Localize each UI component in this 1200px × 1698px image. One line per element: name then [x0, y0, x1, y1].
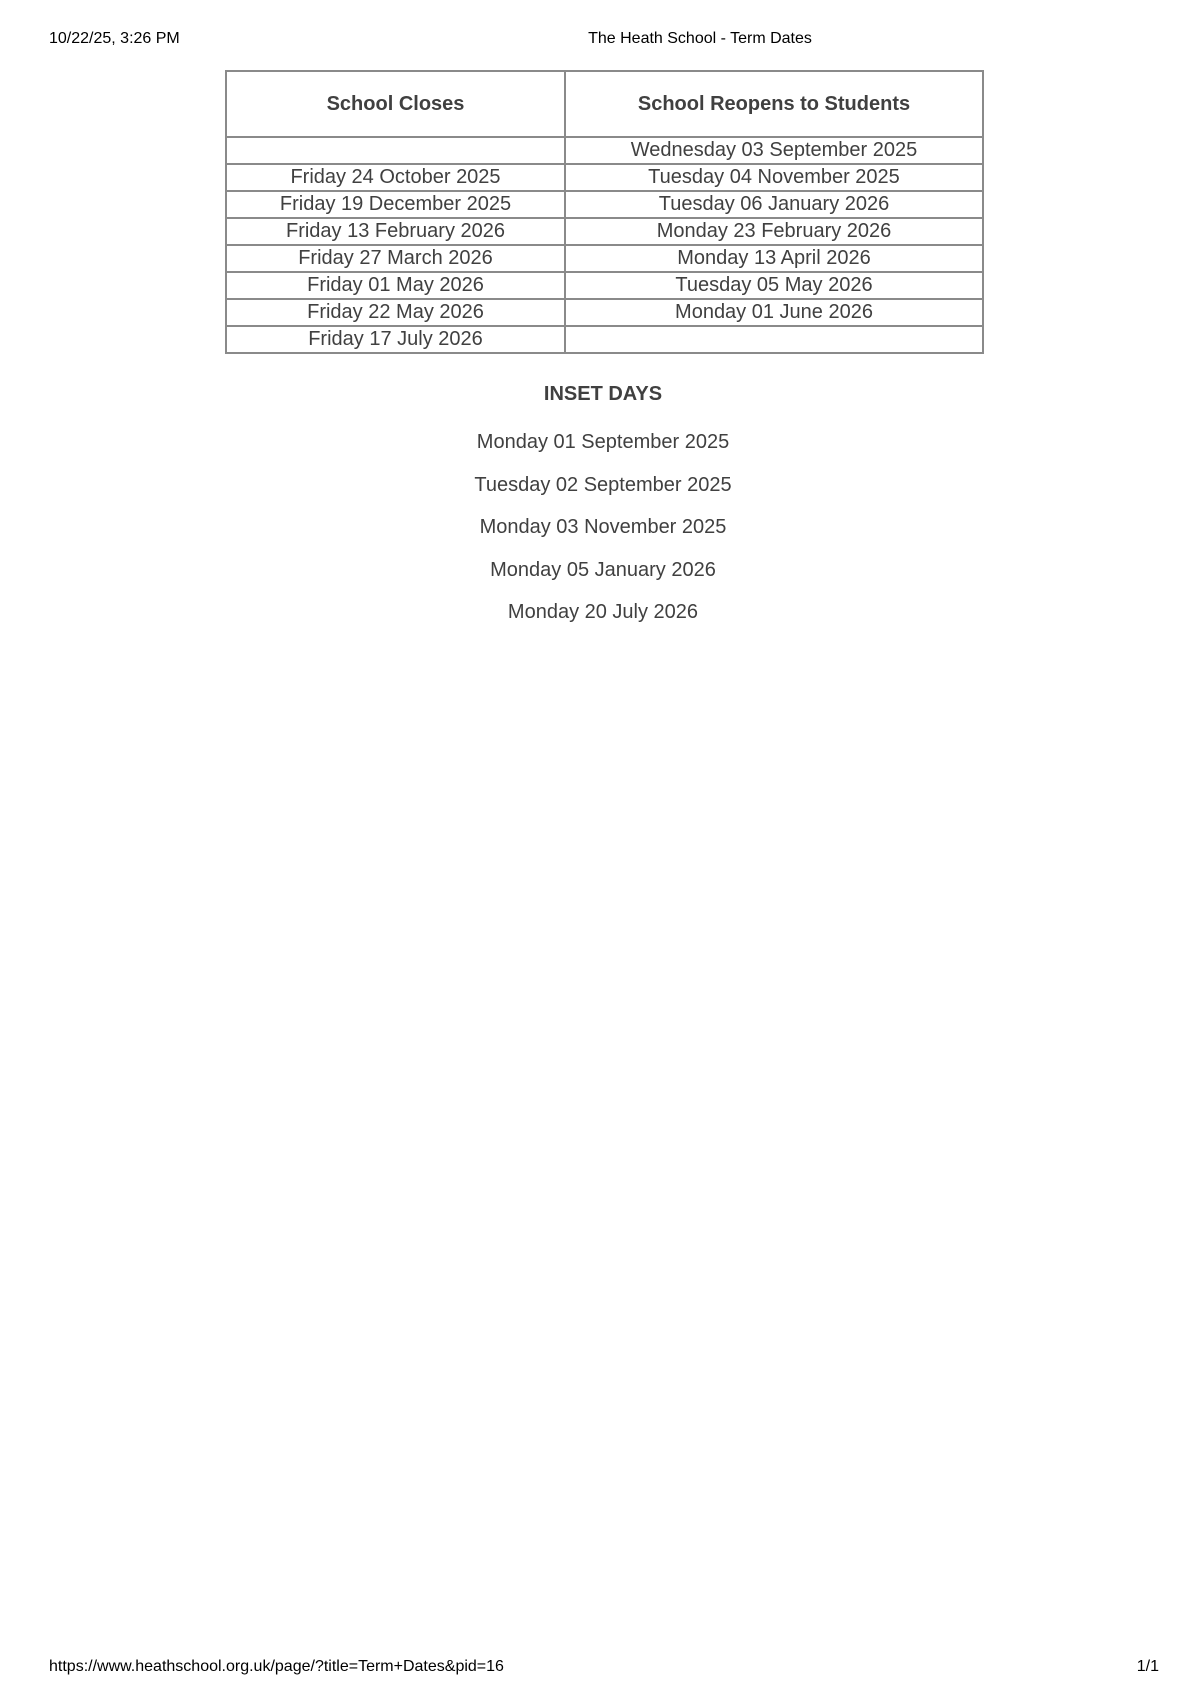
reopens-cell: Monday 13 April 2026 [565, 245, 983, 272]
closes-cell: Friday 19 December 2025 [226, 191, 565, 218]
term-dates-table [225, 70, 984, 354]
closes-cell: Friday 01 May 2026 [226, 272, 565, 299]
table-row [226, 164, 983, 191]
table-row [226, 137, 983, 164]
closes-cell: Friday 27 March 2026 [226, 245, 565, 272]
closes-cell: Friday 24 October 2025 [226, 164, 565, 191]
reopens-cell: Monday 01 June 2026 [565, 299, 983, 326]
reopens-cell: Tuesday 04 November 2025 [565, 164, 983, 191]
reopens-cell: Monday 23 February 2026 [565, 218, 983, 245]
inset-day-item: Monday 05 January 2026 [490, 558, 716, 581]
table-row [226, 191, 983, 218]
table-row [226, 272, 983, 299]
table-row [226, 218, 983, 245]
inset-day-item: Tuesday 02 September 2025 [474, 473, 732, 496]
table-header-row [226, 71, 983, 137]
print-page-url: https://www.heathschool.org.uk/page/?title=Term+Dates&pid=16 [49, 1658, 504, 1675]
closes-cell: Friday 13 February 2026 [226, 218, 565, 245]
print-page-title: The Heath School - Term Dates [588, 30, 812, 47]
reopens-cell: Wednesday 03 September 2025 [565, 137, 983, 164]
header-school-reopens: School Reopens to Students [565, 71, 983, 137]
inset-day-item: Monday 01 September 2025 [476, 431, 730, 453]
inset-day-item: Monday 20 July 2026 [507, 601, 699, 623]
inset-days-heading: INSET DAYS [543, 383, 663, 405]
table-row [226, 299, 983, 326]
table-row [226, 326, 983, 353]
closes-cell: Friday 17 July 2026 [226, 326, 565, 353]
inset-day-item: Monday 03 November 2025 [479, 516, 727, 538]
reopens-cell: Tuesday 05 May 2026 [565, 272, 983, 299]
print-datetime: 10/22/25, 3:26 PM [49, 30, 180, 47]
header-school-closes: School Closes [226, 71, 565, 137]
closes-cell: Friday 22 May 2026 [226, 299, 565, 326]
reopens-cell: Tuesday 06 January 2026 [565, 191, 983, 218]
inset-days-list [0, 430, 1200, 643]
reopens-cell [565, 326, 983, 353]
closes-cell [226, 137, 565, 164]
table-row [226, 245, 983, 272]
print-page-number: 1/1 [1136, 1658, 1159, 1675]
